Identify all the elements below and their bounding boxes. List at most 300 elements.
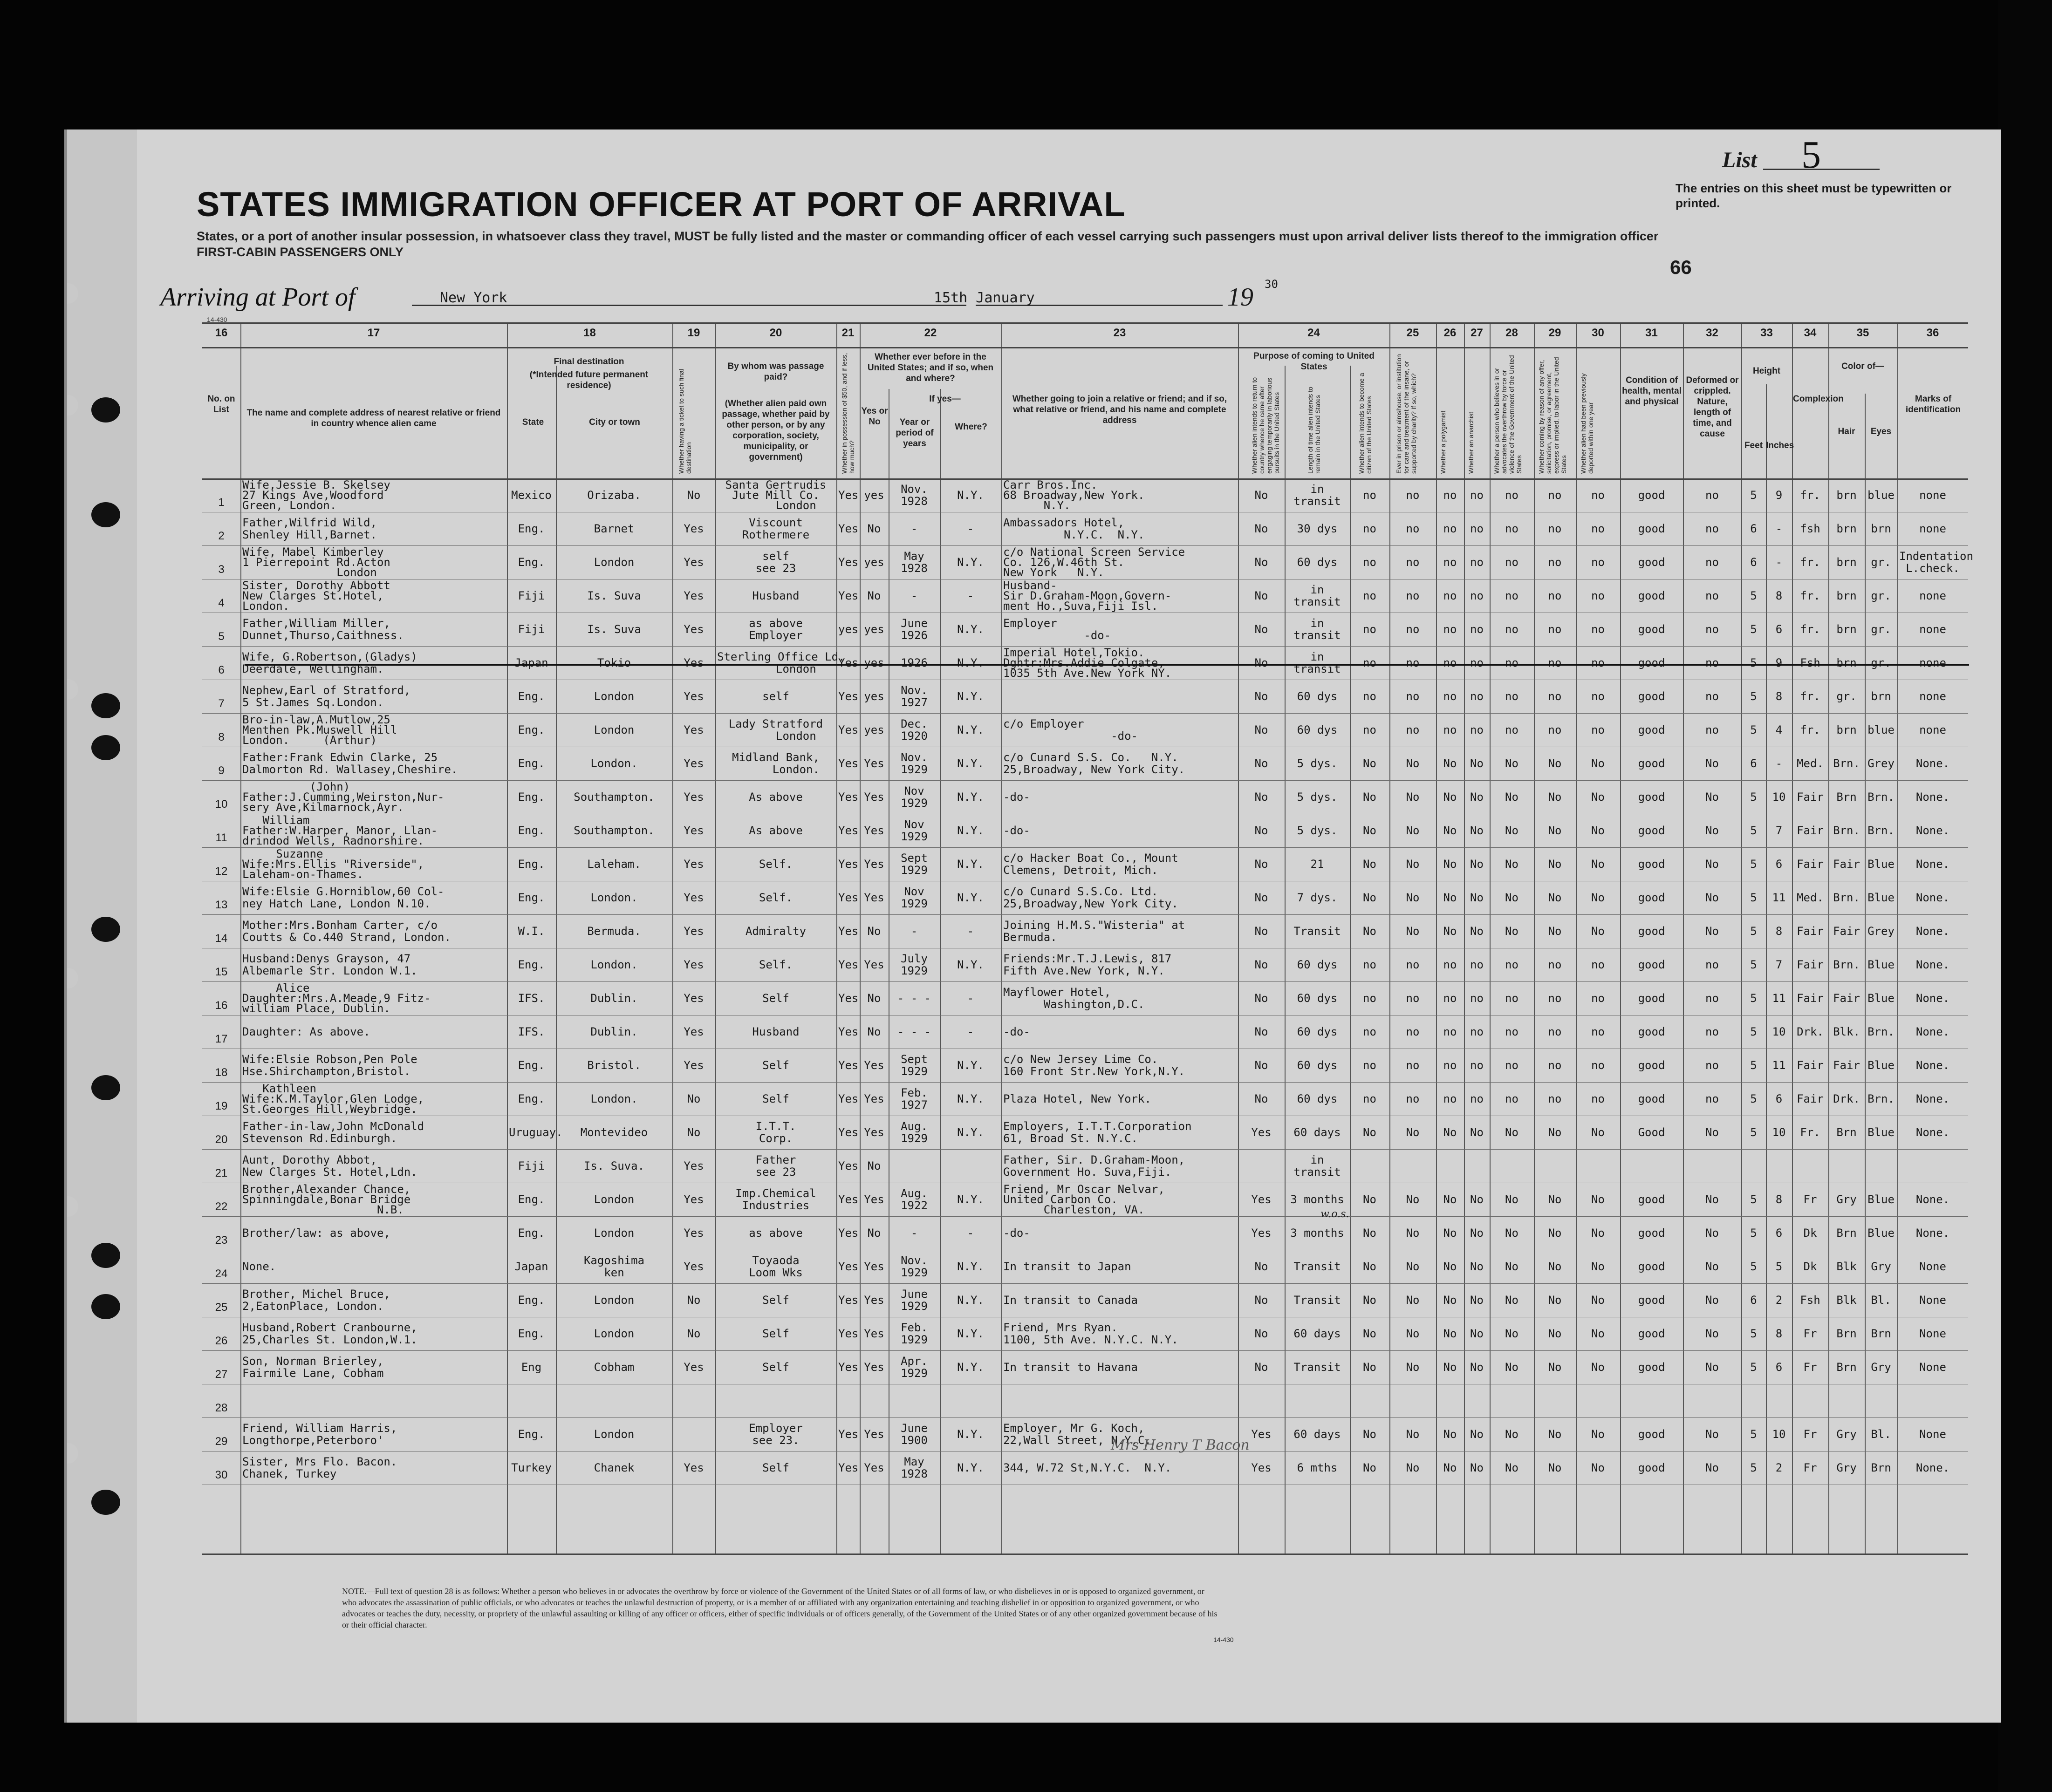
- sub-column-rule: [1766, 384, 1767, 1554]
- column-rule: [1490, 324, 1491, 1554]
- cell-ticket: Yes: [684, 656, 704, 669]
- cell-complexion: Fair: [1797, 958, 1824, 971]
- cell-ever: yes: [864, 489, 884, 502]
- cell-money: Yes: [838, 656, 859, 669]
- cell-paid: self see 23: [755, 550, 796, 575]
- cell-c26: No: [1443, 790, 1457, 804]
- cell-feet: 6: [1750, 556, 1757, 569]
- cell-c27: no: [1470, 623, 1484, 636]
- cell-c26: no: [1443, 522, 1457, 535]
- cell-c29: no: [1548, 1025, 1562, 1038]
- cell-rel: Bro-in-law,A.Mutlow,25 Menthen Pk.Muswell Hill London. (Arthur): [242, 713, 397, 747]
- cell-city: Orizaba.: [587, 489, 641, 502]
- cell-health: good: [1638, 891, 1665, 904]
- cell-rel: Husband:Denys Grayson, 47 Albemarle Str. London W.1.: [242, 952, 417, 977]
- cell-c30: No: [1591, 757, 1605, 770]
- cell-year: -: [910, 1226, 918, 1240]
- entries-note: The entries on this sheet must be typewritten or printed.: [1676, 181, 1952, 210]
- cell-join: c/o National Screen Service Co. 126,W.46th St. New York N.Y.: [1003, 545, 1185, 579]
- header-final-destination-note: (*Intended future permanent residence): [529, 370, 649, 390]
- cell-city: Dublin.: [590, 992, 638, 1005]
- cell-c29: no: [1548, 556, 1562, 569]
- cell-p1: No: [1254, 925, 1268, 938]
- cell-paid: Self.: [759, 891, 793, 904]
- cell-c27: No: [1470, 1126, 1484, 1139]
- cell-inches: 4: [1775, 723, 1783, 736]
- cell-city: Southampton.: [574, 824, 655, 837]
- cell-p2: 6 mths: [1297, 1461, 1338, 1474]
- cell-p1: Yes: [1251, 1193, 1272, 1206]
- cell-deformed: no: [1705, 690, 1719, 703]
- cell-marks: None.: [1915, 757, 1950, 770]
- cell-c28: no: [1505, 958, 1518, 971]
- cell-state: Eng.: [518, 1428, 545, 1441]
- cell-paid: Self: [762, 1092, 789, 1105]
- header-anarchist: Whether an anarchist: [1467, 411, 1475, 474]
- header-inches: Inches: [1766, 441, 1794, 450]
- cell-ever: No: [867, 522, 881, 535]
- cell-c27: no: [1470, 589, 1484, 602]
- cell-c26: No: [1443, 925, 1457, 938]
- cell-c25: No: [1406, 1361, 1420, 1374]
- cell-city: London.: [590, 757, 638, 770]
- cell-deformed: No: [1705, 1327, 1719, 1340]
- cell-eyes: Blue: [1867, 891, 1895, 904]
- cell-where: N.Y.: [957, 958, 984, 971]
- cell-paid: Employer see 23.: [749, 1422, 803, 1447]
- cell-c27: No: [1470, 1461, 1484, 1474]
- cell-c28: no: [1505, 1059, 1518, 1072]
- cell-c27: No: [1470, 1260, 1484, 1273]
- cell-p1: No: [1254, 1327, 1268, 1340]
- row-number: 1: [218, 496, 225, 509]
- arrival-year-prefix: 19: [1227, 283, 1253, 312]
- column-rule: [1576, 324, 1577, 1554]
- header-yes-no: Yes or No: [861, 406, 888, 427]
- cell-ticket: No: [687, 1092, 701, 1105]
- cell-ever: Yes: [864, 1461, 884, 1474]
- cell-c26: No: [1443, 1294, 1457, 1307]
- row-number: 10: [215, 798, 228, 811]
- cell-year: - - -: [897, 1025, 931, 1038]
- cell-p2: 60 days: [1293, 1126, 1341, 1139]
- cell-marks: none: [1919, 522, 1946, 535]
- cell-feet: 5: [1750, 1461, 1757, 1474]
- cell-ever: Yes: [864, 1428, 884, 1441]
- cell-eyes: Blue: [1867, 1226, 1895, 1240]
- cell-hair: Brn: [1836, 1327, 1857, 1340]
- cell-eyes: Bl.: [1871, 1294, 1891, 1307]
- cell-p3: no: [1363, 556, 1376, 569]
- footnote-q28: NOTE.—Full text of question 28 is as follows: Whether a person who believes in or advocates the overthrow by force or violence of the Government of the United States or of all forms of law, or who disbelieves in or is opposed to organized government, or who advocates the assassination of public officials, or who advocates or teaches the unlawful destruction of property, or is a member of or affiliated with any organization entertaining and teaching disbelief in or opposition to organized government, or who advocates or teaches the duty, necessity, or propriety of the unlawful assaulting or killing of any officer or officers, either of specific individuals or of officers generally, of the Government of the United States or of any other organized government because of his or their official character.: [342, 1587, 1218, 1629]
- cell-money: Yes: [838, 1428, 859, 1441]
- cell-paid: Self: [762, 1327, 789, 1340]
- cell-p3: No: [1363, 1461, 1376, 1474]
- cell-p1: No: [1254, 891, 1268, 904]
- cell-paid: Viscount Rothermere: [742, 516, 810, 541]
- cell-c28: no: [1505, 623, 1518, 636]
- cell-year: Nov. 1929: [901, 1254, 928, 1279]
- cell-feet: 5: [1750, 1361, 1757, 1374]
- cell-feet: 5: [1750, 1126, 1757, 1139]
- cell-complexion: fsh: [1800, 522, 1820, 535]
- cell-where: N.Y.: [957, 1428, 984, 1441]
- cell-paid: Self: [762, 1059, 789, 1072]
- column-rule: [1828, 324, 1829, 1554]
- cell-complexion: Dk: [1803, 1226, 1817, 1240]
- cell-ever: No: [867, 1159, 881, 1172]
- cell-complexion: Fsh: [1800, 1294, 1820, 1307]
- cell-c27: no: [1470, 556, 1484, 569]
- cell-feet: 5: [1750, 656, 1757, 669]
- cell-p3: no: [1363, 1025, 1376, 1038]
- cell-state: Eng.: [518, 1092, 545, 1105]
- column-number: 18: [583, 327, 596, 339]
- row-rule: [202, 1082, 1968, 1083]
- cell-year: Apr. 1929: [901, 1355, 928, 1380]
- cell-rel: William Father:W.Harper, Manor, Llan- drindod Wells, Radnorshire.: [242, 814, 438, 847]
- cell-money: Yes: [838, 992, 859, 1005]
- cell-c30: No: [1591, 1361, 1605, 1374]
- column-number: 20: [769, 327, 782, 339]
- cell-paid: Santa Gertrudis Jute Mill Co. London: [725, 478, 827, 512]
- cell-c29: no: [1548, 489, 1562, 502]
- cell-eyes: Gry: [1871, 1361, 1891, 1374]
- cell-c26: No: [1443, 1361, 1457, 1374]
- column-rule: [1741, 324, 1742, 1554]
- cell-deformed: no: [1705, 489, 1719, 502]
- cell-join: In transit to Canada: [1003, 1294, 1138, 1307]
- cell-p3: no: [1363, 723, 1376, 736]
- column-number: 28: [1505, 327, 1518, 339]
- cell-ticket: Yes: [684, 723, 704, 736]
- cell-p2: 21: [1310, 858, 1324, 871]
- header-polygamist: Whether a polygamist: [1439, 410, 1447, 474]
- cell-city: Is. Suva: [587, 589, 641, 602]
- cell-money: Yes: [838, 1260, 859, 1273]
- cell-feet: 5: [1750, 958, 1757, 971]
- cell-c29: No: [1548, 1461, 1562, 1474]
- cell-ever: Yes: [864, 757, 884, 770]
- cell-c29: No: [1548, 1428, 1562, 1441]
- cell-state: Eng.: [518, 1059, 545, 1072]
- cell-feet: 5: [1750, 1327, 1757, 1340]
- cell-city: Dublin.: [590, 1025, 638, 1038]
- cell-inches: 10: [1772, 1025, 1786, 1038]
- cell-c25: No: [1406, 1327, 1420, 1340]
- cell-c25: no: [1406, 522, 1420, 535]
- cell-eyes: Blue: [1867, 858, 1895, 871]
- cell-p1: No: [1254, 623, 1268, 636]
- cell-hair: Fair: [1833, 858, 1860, 871]
- row-rule: [202, 713, 1968, 714]
- cell-p3: No: [1363, 757, 1376, 770]
- cell-complexion: Dk: [1803, 1260, 1817, 1273]
- cell-c30: no: [1591, 992, 1605, 1005]
- cell-p3: No: [1363, 1126, 1376, 1139]
- cell-c30: No: [1591, 858, 1605, 871]
- header-overthrow: Whether a person who believes in or advocates the overthrow by force or violence of the Government of the United States: [1493, 355, 1523, 474]
- cell-c27: No: [1470, 1193, 1484, 1206]
- cell-c26: no: [1443, 589, 1457, 602]
- cell-deformed: No: [1705, 790, 1719, 804]
- cell-c30: no: [1591, 1092, 1605, 1105]
- row-rule: [202, 981, 1968, 982]
- cell-p2: 60 dys: [1297, 992, 1338, 1005]
- cell-health: Good: [1638, 1126, 1665, 1139]
- cell-city: Cobham: [594, 1361, 635, 1374]
- cell-marks: None: [1919, 1294, 1946, 1307]
- cell-health: good: [1638, 1428, 1665, 1441]
- cell-city: London: [594, 723, 635, 736]
- arrival-date: 15th January: [934, 290, 1035, 306]
- cell-deformed: No: [1705, 1226, 1719, 1240]
- column-number: 26: [1443, 327, 1457, 339]
- cell-hair: Brn.: [1833, 824, 1860, 837]
- sub-column-rule: [1350, 366, 1351, 1554]
- cell-p1: No: [1254, 522, 1268, 535]
- cell-join: Friend, Mrs Ryan. 1100, 5th Ave. N.Y.C. N.Y.: [1003, 1321, 1178, 1346]
- cell-money: yes: [838, 623, 859, 636]
- cell-year: Aug. 1929: [901, 1120, 928, 1145]
- header-purpose-return: Whether alien intends to return to country whence he came after engaging temporarily in laborious pursuits in the United States: [1251, 377, 1280, 474]
- cell-rel: Wife,Jessie B. Skelsey 27 Kings Ave,Woodford Green, London.: [242, 478, 390, 512]
- row-strikethrough: [245, 664, 1969, 666]
- column-number: 35: [1856, 327, 1869, 339]
- cell-marks: None.: [1915, 1461, 1950, 1474]
- cell-deformed: No: [1705, 925, 1719, 938]
- cell-ever: Yes: [864, 824, 884, 837]
- column-number: 34: [1804, 327, 1817, 339]
- cell-c27: no: [1470, 723, 1484, 736]
- cell-state: Eng.: [518, 757, 545, 770]
- cell-eyes: Blue: [1867, 1126, 1895, 1139]
- cell-hair: brn: [1836, 589, 1857, 602]
- cell-city: London: [594, 1226, 635, 1240]
- cell-ever: yes: [864, 723, 884, 736]
- cell-join: c/o Hacker Boat Co., Mount Clemens, Detroit, Mich.: [1003, 852, 1178, 877]
- cell-c30: no: [1591, 690, 1605, 703]
- cell-ticket: Yes: [684, 623, 704, 636]
- cell-ever: No: [867, 1025, 881, 1038]
- cell-join: Carr Bros.Inc. 68 Broadway,New York. N.Y.: [1003, 478, 1145, 512]
- cell-where: N.Y.: [957, 757, 984, 770]
- cell-deformed: No: [1705, 1461, 1719, 1474]
- cell-p2: 60 dys: [1297, 556, 1338, 569]
- instructions-text: States, or a port of another insular possession, in whatsoever class they travel, MUST be fully listed and the master or commanding officer of each vessel carrying such passengers must upon arrival deliver lists thereof to the immigration officer: [197, 229, 1659, 243]
- cell-eyes: Brn.: [1867, 790, 1895, 804]
- cell-ever: Yes: [864, 1260, 884, 1273]
- cell-p2: in transit: [1293, 583, 1341, 608]
- cell-money: Yes: [838, 1361, 859, 1374]
- cell-inches: 11: [1772, 891, 1786, 904]
- cell-c29: no: [1548, 992, 1562, 1005]
- cell-feet: 5: [1750, 723, 1757, 736]
- cell-join: c/o Employer -do-: [1003, 717, 1138, 743]
- cell-state: Japan: [514, 1260, 548, 1273]
- cell-health: good: [1638, 556, 1665, 569]
- row-number: 7: [218, 697, 225, 710]
- cell-ticket: Yes: [684, 858, 704, 871]
- cell-eyes: Brn: [1871, 1327, 1891, 1340]
- cell-city: London: [594, 556, 635, 569]
- cell-city: Barnet: [594, 522, 635, 535]
- cell-eyes: Brn.: [1867, 1025, 1895, 1038]
- cell-health: good: [1638, 522, 1665, 535]
- row-number: 27: [215, 1368, 228, 1381]
- cell-city: Chanek: [594, 1461, 635, 1474]
- cell-deformed: no: [1705, 656, 1719, 669]
- cell-eyes: gr.: [1871, 556, 1891, 569]
- cell-eyes: Gry: [1871, 1260, 1891, 1273]
- cell-eyes: Brn.: [1867, 824, 1895, 837]
- column-number: 36: [1926, 327, 1939, 339]
- cell-ever: yes: [864, 556, 884, 569]
- cell-money: Yes: [838, 1059, 859, 1072]
- cell-inches: 6: [1775, 1361, 1783, 1374]
- cell-complexion: Fair: [1797, 1092, 1824, 1105]
- cell-marks: None.: [1915, 958, 1950, 971]
- cell-p2: 60 dys: [1297, 690, 1338, 703]
- cell-p2: Transit: [1293, 1260, 1341, 1273]
- cell-paid: as above: [749, 1226, 803, 1240]
- cell-state: Eng.: [518, 858, 545, 871]
- cell-c28: no: [1505, 556, 1518, 569]
- cell-hair: Brn.: [1833, 958, 1860, 971]
- cell-state: Uruguay.: [509, 1126, 563, 1139]
- cell-c30: No: [1591, 824, 1605, 837]
- header-money: Whether in possession of $50, and if less, how much?: [841, 353, 855, 474]
- cell-c25: No: [1406, 757, 1420, 770]
- cell-c30: no: [1591, 556, 1605, 569]
- cell-paid: Husband: [752, 1025, 800, 1038]
- cell-paid: Husband: [752, 589, 800, 602]
- cell-money: Yes: [838, 1159, 859, 1172]
- cell-p3: no: [1363, 656, 1376, 669]
- cell-join: Father, Sir. D.Graham-Moon, Government Ho. Suva,Fiji.: [1003, 1153, 1185, 1179]
- cell-c30: no: [1591, 1059, 1605, 1072]
- column-rule: [1620, 324, 1621, 1554]
- cell-ticket: Yes: [684, 891, 704, 904]
- cell-p1: No: [1254, 1092, 1268, 1105]
- cell-c28: No: [1505, 1361, 1518, 1374]
- cell-c30: No: [1591, 925, 1605, 938]
- cell-feet: 5: [1750, 824, 1757, 837]
- cell-ticket: Yes: [684, 790, 704, 804]
- cell-inches: 10: [1772, 1126, 1786, 1139]
- cell-join: c/o Cunard S.S.Co. Ltd. 25,Broadway,New York City.: [1003, 885, 1178, 910]
- cell-join: In transit to Japan: [1003, 1260, 1131, 1273]
- cell-eyes: gr.: [1871, 656, 1891, 669]
- cell-c26: No: [1443, 1226, 1457, 1240]
- cell-p3: No: [1363, 1327, 1376, 1340]
- cell-c25: No: [1406, 1260, 1420, 1273]
- cell-inches: 10: [1772, 1428, 1786, 1441]
- column-number: 23: [1113, 327, 1126, 339]
- cell-feet: 6: [1750, 1294, 1757, 1307]
- instructions: [197, 228, 1697, 260]
- cell-year: Dec. 1920: [901, 717, 928, 743]
- cell-rel: None.: [242, 1260, 276, 1273]
- cell-c26: no: [1443, 1059, 1457, 1072]
- cell-marks: none: [1919, 589, 1946, 602]
- cell-marks: None.: [1915, 1025, 1950, 1038]
- cell-rel: Mother:Mrs.Bonham Carter, c/o Coutts & Co.440 Strand, London.: [242, 919, 451, 944]
- cell-ticket: Yes: [684, 1159, 704, 1172]
- cell-join: -do-: [1003, 824, 1030, 837]
- header-final-destination: Final destination: [554, 357, 624, 367]
- cell-c29: no: [1548, 690, 1562, 703]
- cell-c30: No: [1591, 1126, 1605, 1139]
- column-number: 30: [1592, 327, 1604, 339]
- cell-c27: no: [1470, 958, 1484, 971]
- cell-paid: Self: [762, 1461, 789, 1474]
- cell-ever: Yes: [864, 858, 884, 871]
- cell-health: good: [1638, 958, 1665, 971]
- cell-ticket: Yes: [684, 1226, 704, 1240]
- cell-c25: no: [1406, 1059, 1420, 1072]
- cell-ticket: No: [687, 1327, 701, 1340]
- cell-c30: No: [1591, 891, 1605, 904]
- cell-where: N.Y.: [957, 723, 984, 736]
- cell-city: London.: [590, 958, 638, 971]
- cell-inches: 8: [1775, 925, 1783, 938]
- header-paid-by-note: (Whether alien paid own passage, whether paid by other person, or by any corporation, society, municipality, or government): [722, 399, 830, 462]
- header-hair: Hair: [1838, 427, 1855, 436]
- cell-deformed: No: [1705, 1294, 1719, 1307]
- header-before-us: Whether ever before in the United States; and if so, when and where?: [867, 352, 994, 383]
- cell-c26: no: [1443, 690, 1457, 703]
- cell-city: Bristol.: [587, 1059, 641, 1072]
- cell-state: Eng.: [518, 1327, 545, 1340]
- cell-c25: No: [1406, 824, 1420, 837]
- column-rule: [1792, 324, 1793, 1554]
- cell-c27: no: [1470, 1059, 1484, 1072]
- header-paid-by: By whom was passage paid?: [727, 361, 824, 382]
- header-if-yes: If yes—: [929, 394, 961, 404]
- cell-feet: 5: [1750, 1059, 1757, 1072]
- cell-c26: No: [1443, 1260, 1457, 1273]
- header-complexion: Complexion: [1793, 394, 1844, 404]
- cell-year: 1926: [901, 656, 928, 669]
- cell-ever: yes: [864, 690, 884, 703]
- cell-c28: No: [1505, 1126, 1518, 1139]
- cell-complexion: Fair: [1797, 790, 1824, 804]
- column-rule: [672, 324, 673, 1554]
- cell-complexion: Drk.: [1797, 1025, 1824, 1038]
- cell-health: good: [1638, 656, 1665, 669]
- cell-c30: No: [1591, 1294, 1605, 1307]
- cell-c30: No: [1591, 790, 1605, 804]
- cell-p3: no: [1363, 1092, 1376, 1105]
- row-rule: [202, 1350, 1968, 1351]
- cell-eyes: Bl.: [1871, 1428, 1891, 1441]
- cell-year: June 1926: [901, 617, 928, 642]
- cell-complexion: fr.: [1800, 556, 1820, 569]
- cell-c27: no: [1470, 690, 1484, 703]
- column-rule: [1389, 324, 1390, 1554]
- cell-money: Yes: [838, 1461, 859, 1474]
- cell-c26: no: [1443, 958, 1457, 971]
- cell-state: W.I.: [518, 925, 545, 938]
- cell-year: June 1900: [901, 1422, 928, 1447]
- cell-c29: no: [1548, 958, 1562, 971]
- cell-eyes: Grey: [1867, 925, 1895, 938]
- cell-year: - - -: [897, 992, 931, 1005]
- header-prison: Ever in prison or almshouse, or institution for care and treatment of the insane, or supported by charity? If so, which?: [1395, 354, 1417, 474]
- column-rule: [1897, 324, 1898, 1554]
- cell-c30: no: [1591, 958, 1605, 971]
